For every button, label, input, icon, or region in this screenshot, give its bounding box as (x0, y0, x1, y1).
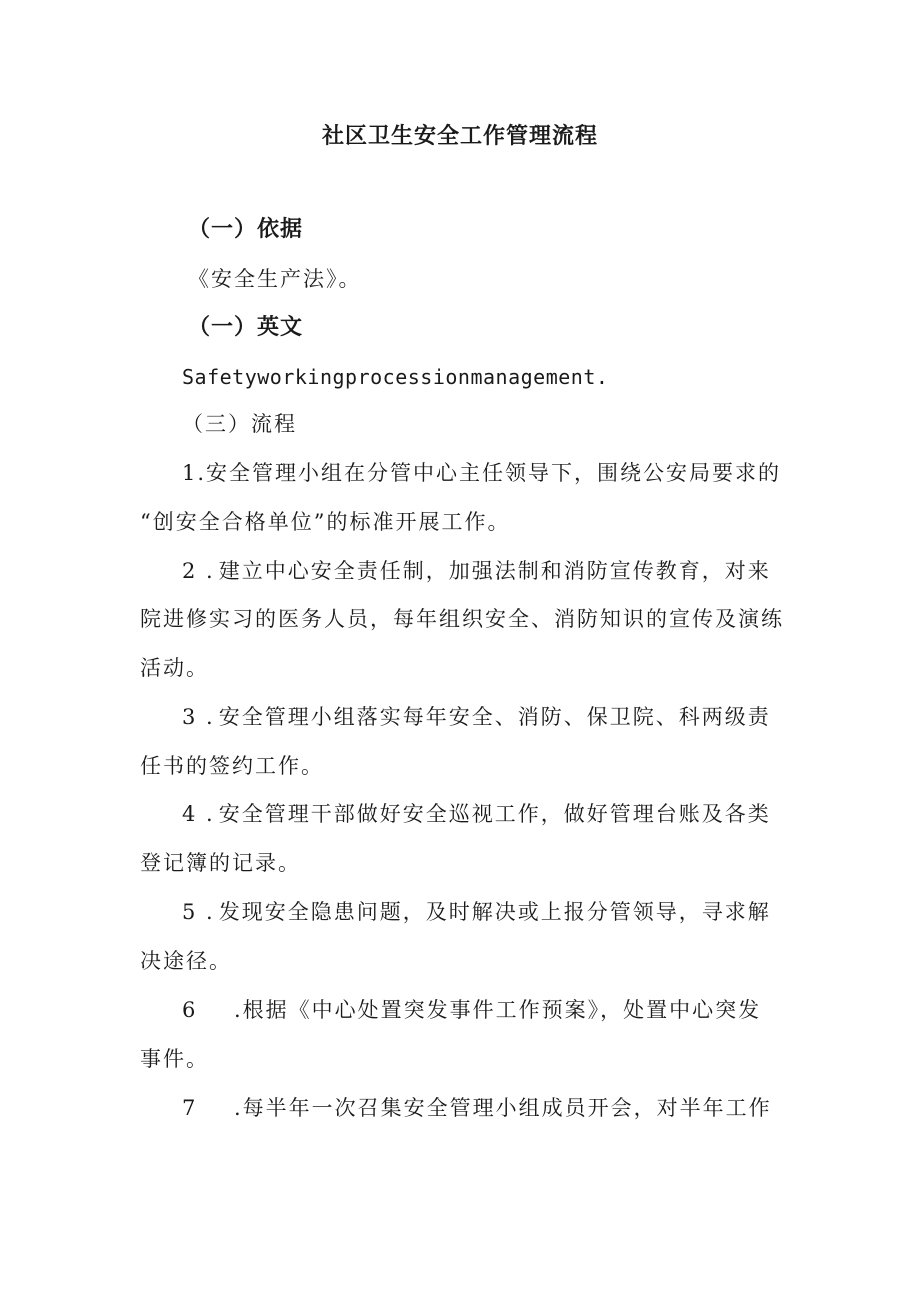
section-heading-english: （一）英文 (188, 315, 304, 340)
step-2-line-2: 院进修实习的医务人员，每年组织安全、消防知识的宣传及演练 (140, 607, 784, 631)
step-4-line-1 (182, 798, 771, 830)
step-text: 安全管理小组在分管中心主任领导下，围绕公安局要求的 (206, 461, 782, 485)
step-text: 建立中心安全责任制，加强法制和消防宣传教育，对来 (218, 559, 771, 583)
step-7-line-1 (182, 1092, 772, 1124)
section-body-english: Safetyworkingprocessionmanagement. (182, 365, 609, 389)
step-3-line-1 (182, 701, 771, 733)
step-number: 4 . (182, 802, 215, 826)
step-1-line-1 (182, 457, 781, 489)
step-6-line-2: 事件。 (140, 1047, 209, 1071)
step-2-line-1 (182, 555, 771, 587)
step-1-line-2: “创安全合格单位”的标准开展工作。 (140, 510, 511, 534)
step-5-line-2: 决途径。 (140, 949, 232, 973)
step-text: 安全管理小组落实每年安全、消防、保卫院、科两级责 (218, 705, 771, 729)
step-text: 发现安全隐患问题，及时解决或上报分管领导，寻求解 (218, 900, 771, 924)
section-body-basis: 《安全生产法》。 (188, 267, 362, 291)
step-4-line-2: 登记簿的记录。 (140, 851, 301, 875)
step-text: .每半年一次召集安全管理小组成员开会，对半年工作 (234, 1096, 772, 1120)
document-title: 社区卫生安全工作管理流程 (321, 124, 598, 149)
section-heading-basis: （一）依据 (188, 217, 304, 242)
step-number: 1. (182, 461, 207, 485)
step-5-line-1 (182, 896, 771, 928)
step-number: 2 . (182, 559, 215, 583)
section-heading-process: （三）流程 (182, 412, 297, 436)
step-2-line-3: 活动。 (140, 656, 209, 680)
step-number: 3 . (182, 705, 215, 729)
step-number: 5 . (182, 900, 215, 924)
step-text: 安全管理干部做好安全巡视工作，做好管理台账及各类 (218, 802, 771, 826)
step-number: 7 (182, 1096, 198, 1120)
step-text: .根据《中心处置突发事件工作预案》，处置中心突发 (234, 998, 762, 1022)
step-6-line-1 (182, 994, 761, 1026)
step-number: 6 (182, 998, 198, 1022)
step-3-line-2: 任书的签约工作。 (140, 754, 324, 778)
